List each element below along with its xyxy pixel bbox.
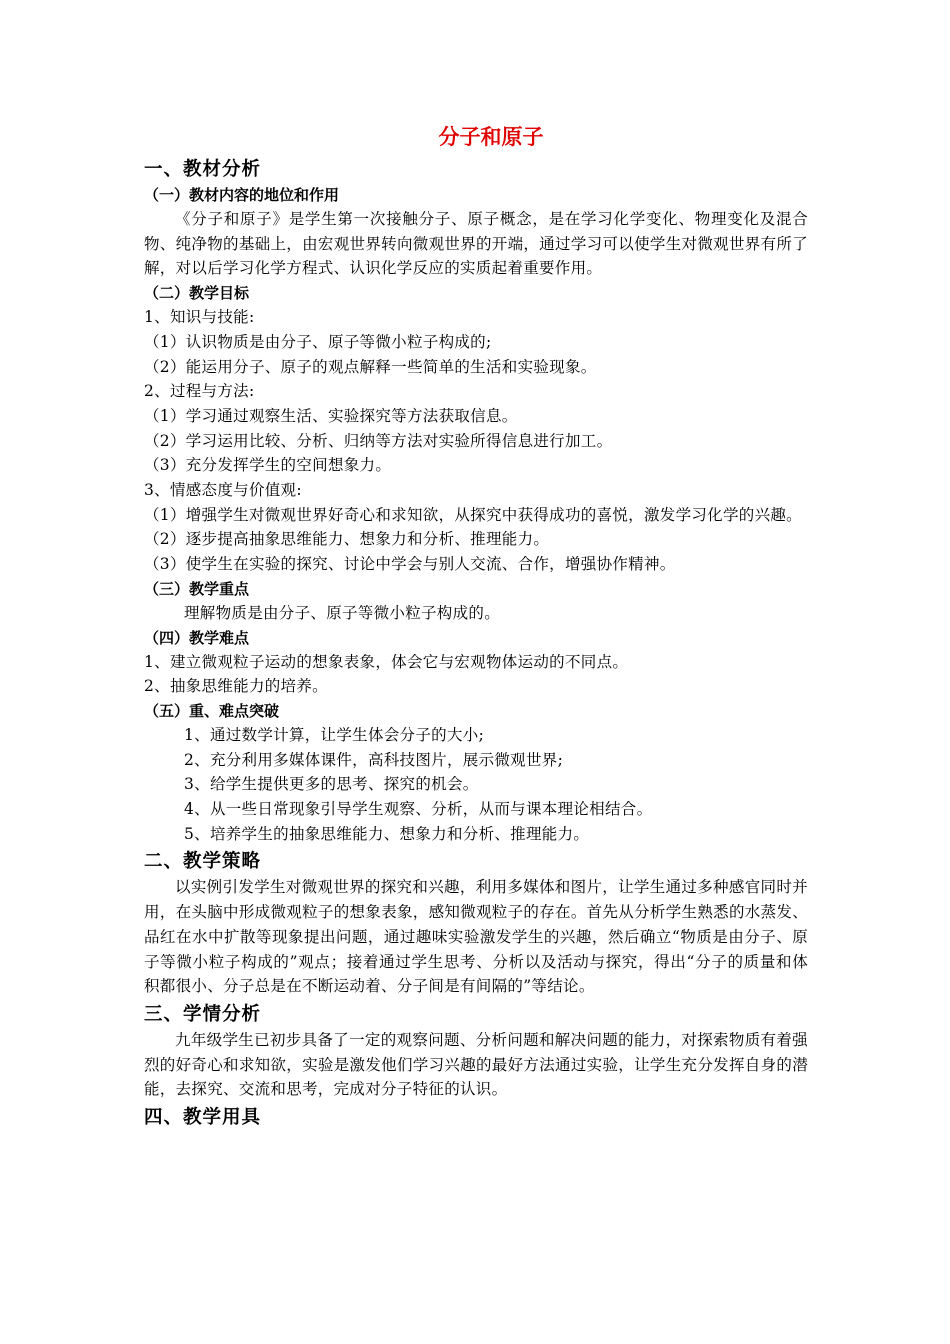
list-item: （1）增强学生对微观世界好奇心和求知欲，从探究中获得成功的喜悦，激发学习化学的兴趣。 xyxy=(144,505,802,524)
list-item: 5、培养学生的抽象思维能力、想象力和分析、推理能力。 xyxy=(184,824,590,843)
list-item: 4、从一些日常现象引导学生观察、分析，从而与课本理论相结合。 xyxy=(184,800,653,819)
subsection-heading-position: （一）教材内容的地位和作用 xyxy=(144,186,340,204)
section-heading-tools: 四、教学用具 xyxy=(144,1107,262,1129)
paragraph-strategy: 以实例引发学生对微观世界的探究和兴趣，利用多媒体和图片，让学生通过多种感官同时并用，在头脑中形成微观粒子的想象表象，感知微观粒子的存在。首先从分析学生熟悉的水蒸发、品红在水中扩散等现象提出问题，通过趣味实验激发学生的兴趣，然后确立“物质是由分子、原子等微小粒子构成的”观点；接着通过学生思考、分析以及活动与探究，得出“分子的质量和体积都很小、分子总是在不断运动着、分子间是有间隔的”等结论。 xyxy=(144,878,808,996)
subsection-heading-goals: （二）教学目标 xyxy=(144,284,250,303)
list-item: 3、给学生提供更多的思考、探究的机会。 xyxy=(184,775,479,794)
subsection-heading-breakthrough: （五）重、难点突破 xyxy=(144,701,280,720)
list-item: （1）学习通过观察生活、实验探究等方法获取信息。 xyxy=(144,406,518,425)
paragraph-position: 《分子和原子》是学生第一次接触分子、原子概念，是在学习化学变化、物理变化及混合物、纯净物的基础上，由宏观世界转向微观世界的开端，通过学习可以使学生对微观世界有所了解，对以后学习化学方程式、认识化学反应的实质起着重要作用。 xyxy=(144,210,808,278)
list-item: 2、充分利用多媒体课件，高科技图片，展示微观世界; xyxy=(184,750,564,769)
list-item: （2）能运用分子、原子的观点解释一些简单的生活和实验现象。 xyxy=(144,357,597,376)
list-item: 1、通过数学计算，让学生体会分子的大小; xyxy=(184,725,485,744)
subsection-heading-difficulty: （四）教学难点 xyxy=(144,628,250,647)
list-item: 2、抽象思维能力的培养。 xyxy=(144,677,328,696)
section-heading-analysis: 一、教材分析 xyxy=(144,159,262,180)
list-item: （2）逐步提高抽象思维能力、想象力和分析、推理能力。 xyxy=(144,530,550,549)
paragraph-keypoint: 理解物质是由分子、原子等微小粒子构成的。 xyxy=(184,603,501,622)
list-item: （3）充分发挥学生的空间想象力。 xyxy=(144,456,392,475)
document-page xyxy=(144,118,808,1131)
section-heading-strategy: 二、教学策略 xyxy=(144,851,262,873)
goal-group-process: 2、过程与方法: xyxy=(144,382,255,401)
subsection-heading-keypoint: （三）教学重点 xyxy=(144,579,250,598)
goal-group-attitude: 3、情感态度与价值观: xyxy=(144,481,302,500)
list-item: （3）使学生在实验的探究、讨论中学会与别人交流、合作，增强协作精神。 xyxy=(144,555,676,574)
list-item: （2）学习运用比较、分析、归纳等方法对实验所得信息进行加工。 xyxy=(144,431,613,450)
page-title: 分子和原子 xyxy=(438,125,544,149)
section-heading-learners: 三、学情分析 xyxy=(144,1003,262,1025)
paragraph-learners: 九年级学生已初步具备了一定的观察问题、分析问题和解决问题的能力，对探索物质有着强烈的好奇心和求知欲，实验是激发他们学习兴趣的最好方法通过实验，让学生充分发挥自身的潜能，去探究、交流和思考，完成对分子特征的认识。 xyxy=(144,1030,808,1099)
goal-group-knowledge: 1、知识与技能: xyxy=(144,308,255,327)
list-item: （1）认识物质是由分子、原子等微小粒子构成的; xyxy=(144,332,492,351)
list-item: 1、建立微观粒子运动的想象表象，体会它与宏观物体运动的不同点。 xyxy=(144,652,629,671)
